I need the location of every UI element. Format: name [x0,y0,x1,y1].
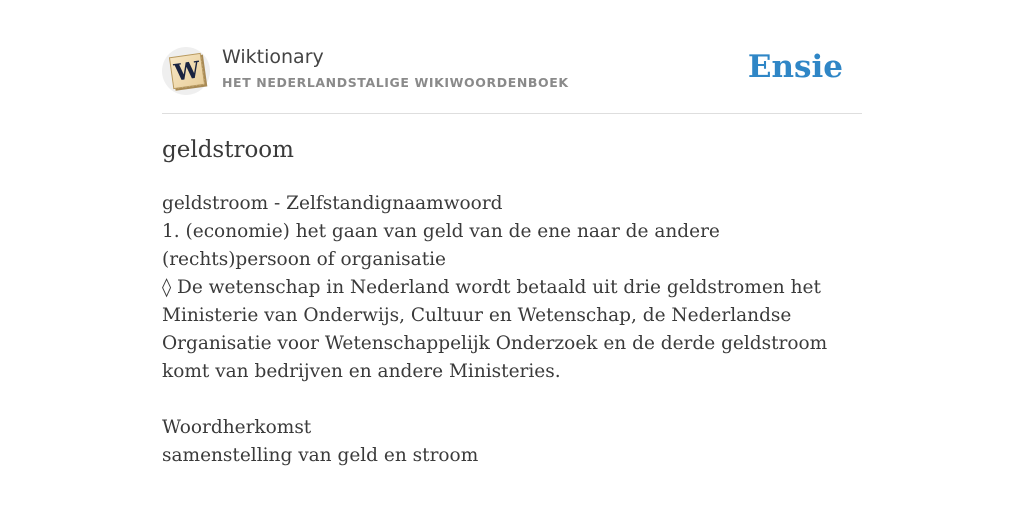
section-spacer [162,386,862,414]
example-sentence: ◊ De wetenschap in Nederland wordt betaald uit drie geldstromen het Ministerie van Onderwijs, Cultuur en Wetenschap, de Nederlandse Organisatie voor Wetenschappelijk Onderzoek en de derde geldstroom komt van bedrijven en andere Ministeries. [162,277,828,382]
ensie-brand-link[interactable]: Ensie [747,49,843,85]
definition-text: 1. (economie) het gaan van geld van de ene naar de andere (rechts)persoon of organisatie [162,221,720,270]
site-tagline: HET NEDERLANDSTALIGE WIKIWOORDENBOEK [222,75,569,90]
wiktionary-logo-icon[interactable] [162,47,210,95]
part-of-speech-line: geldstroom - Zelfstandignaamwoord [162,193,503,214]
site-name[interactable]: Wiktionary [222,46,324,68]
etymology-heading: Woordherkomst [162,417,312,438]
logo-tile [169,53,205,89]
page-container [162,0,862,466]
page-title: geldstroom [162,137,294,163]
entry-body [162,190,862,470]
site-header [162,0,862,114]
etymology-text: samenstelling van geld en stroom [162,445,479,466]
logo-letter: W [172,55,202,87]
